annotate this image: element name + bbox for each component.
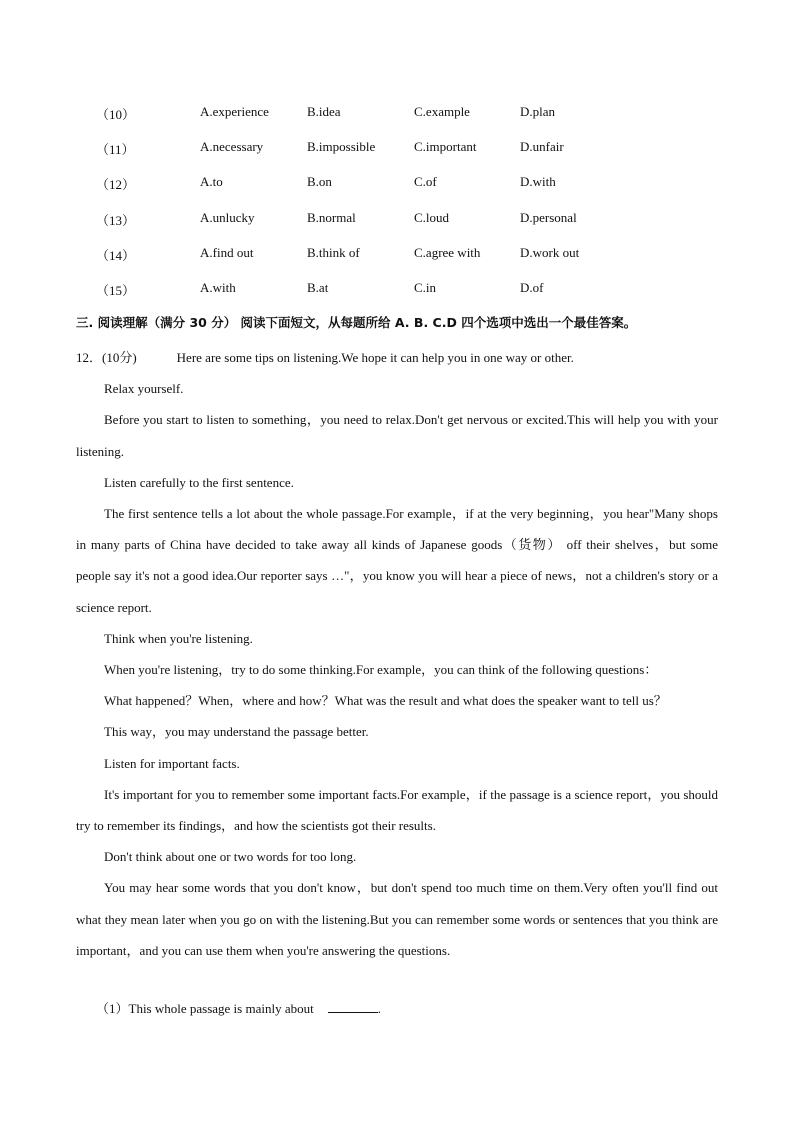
passage-paragraph: This way，you may understand the passage better. <box>104 724 369 740</box>
option-c: C.of <box>414 174 437 190</box>
passage-paragraph: Before you start to listen to something，you need to relax.Don't get nervous or excited.This will help you with your listening. <box>76 412 718 459</box>
option-table <box>0 98 794 309</box>
passage-heading: Relax yourself. <box>104 381 184 397</box>
option-row <box>0 204 794 239</box>
option-a: A.to <box>200 174 223 190</box>
question-number: （10） <box>96 107 136 122</box>
option-a: A.experience <box>200 104 269 119</box>
option-d: D.with <box>520 174 556 190</box>
passage-paragraph: The first sentence tells a lot about the whole passage.For example，if at the very beginning，you hear"Many shops in many parts of China have decided to take away all kinds of Japanese goods（货物） off their shelves，but some people say it's not a good idea.Our reporter says …"，you know you will hear a piece of news，not a children's story or a science report. <box>76 506 718 615</box>
passage-intro: Here are some tips on listening.We hope it can help you in one way or other. <box>176 350 574 365</box>
option-d: D.plan <box>520 104 556 119</box>
option-c: C.agree with <box>414 244 481 260</box>
passage-header <box>76 342 718 373</box>
question-number: （12） <box>96 177 136 193</box>
option-c: C.loud <box>414 209 450 225</box>
passage-paragraph: It's important for you to remember some important facts.For example，if the passage is a science report，you should try to remember its findings，and how the scientists got their results. <box>76 786 718 834</box>
option-a: A.find out <box>200 244 254 260</box>
question-number: （15） <box>96 282 136 298</box>
option-b: B.think of <box>307 244 360 260</box>
section-title: 三. 阅读理解（满分 30 分） 阅读下面短文，从每题所给 A. B. C.D 四个选项中选出一个最佳答案。 <box>76 315 637 330</box>
option-d: D.unfair <box>520 139 564 155</box>
passage-heading: Listen carefully to the first sentence. <box>104 474 294 490</box>
option-row <box>0 274 794 309</box>
option-b: B.normal <box>307 209 356 225</box>
passage-paragraph: What happened？When，where and how？What was the result and what does the speaker want to tell us？ <box>104 693 667 709</box>
reading-passage <box>76 342 718 966</box>
question-1 <box>96 998 381 1017</box>
option-b: B.idea <box>307 104 341 119</box>
option-row <box>0 133 794 168</box>
passage-heading: Don't think about one or two words for too long. <box>104 849 357 865</box>
option-a: A.unlucky <box>200 209 255 225</box>
option-row <box>0 98 794 133</box>
passage-heading: Think when you're listening. <box>104 630 253 646</box>
option-a: A.necessary <box>200 139 264 155</box>
option-d: D.of <box>520 279 544 295</box>
option-c: C.in <box>414 279 437 295</box>
question-number: （14） <box>96 247 136 263</box>
option-d: D.work out <box>520 244 580 260</box>
question-number: （11） <box>96 142 135 158</box>
answer-blank[interactable] <box>328 1000 378 1013</box>
option-a: A.with <box>200 279 236 295</box>
option-c: C.example <box>414 104 470 119</box>
passage-paragraph: You may hear some words that you don't know，but don't spend too much time on them.Very often you'll find out what they mean later when you go on with the listening.But you can remember some words or sentences that you think are important，and you can use them when you're answering the questions. <box>76 880 718 958</box>
passage-number: 12．(10分) <box>76 350 137 365</box>
passage-paragraph: When you're listening，try to do some thinking.For example，you can think of the following questions： <box>104 662 658 678</box>
passage-heading: Listen for important facts. <box>104 755 240 771</box>
option-c: C.important <box>414 139 477 155</box>
option-b: B.impossible <box>307 139 376 155</box>
question-number: （13） <box>96 212 136 228</box>
option-b: B.at <box>307 279 329 295</box>
option-row <box>0 239 794 274</box>
question-text: （1）This whole passage is mainly about <box>96 1001 314 1016</box>
option-d: D.personal <box>520 209 577 225</box>
question-end: . <box>377 1001 381 1016</box>
option-row <box>0 168 794 203</box>
option-b: B.on <box>307 174 332 190</box>
